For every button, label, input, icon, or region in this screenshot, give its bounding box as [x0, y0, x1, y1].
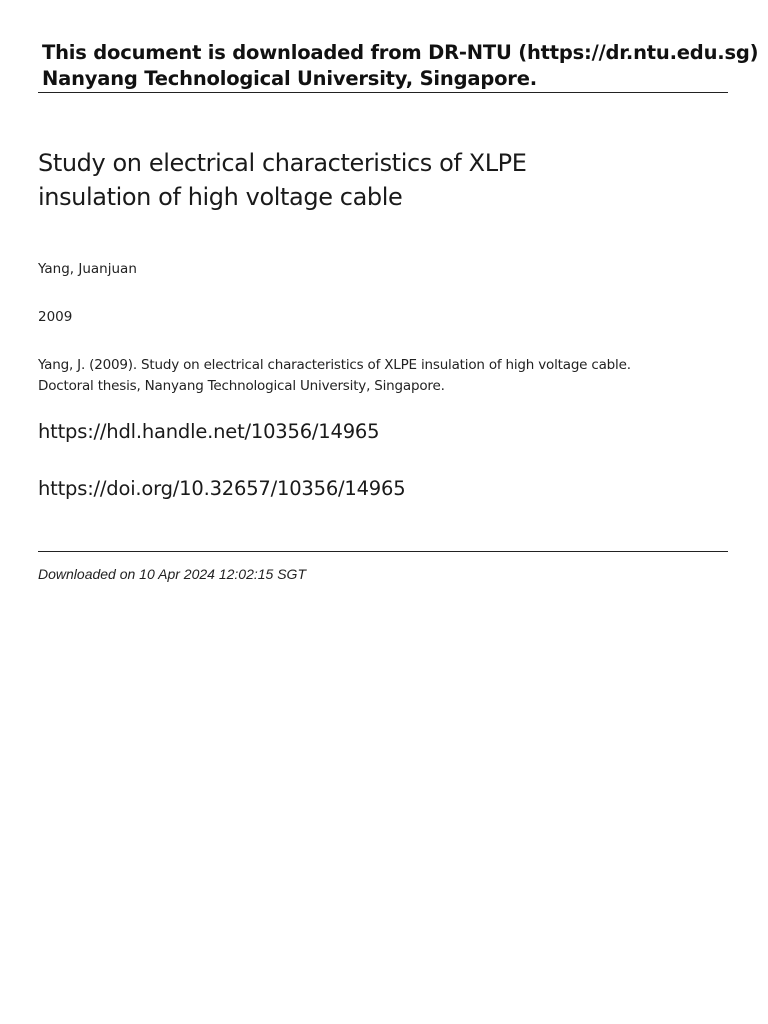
doi-link[interactable]: https://doi.org/10.32657/10356/14965: [38, 477, 406, 500]
citation-text: [38, 355, 728, 397]
footer-divider: [38, 551, 728, 552]
header-university-name: Nanyang Technological University, Singapore.: [42, 67, 537, 90]
publication-year: 2009: [38, 309, 73, 325]
header-divider: [38, 92, 728, 93]
document-title: [38, 146, 728, 214]
header-repository-notice: This document is downloaded from DR‑NTU (https://dr.ntu.edu.sg): [42, 41, 759, 64]
title-line-1: Study on electrical characteristics of XLPE: [38, 149, 527, 177]
author-name: Yang, Juanjuan: [38, 261, 137, 277]
citation-line-1: Yang, J. (2009). Study on electrical characteristics of XLPE insulation of high voltage cable.: [38, 357, 631, 373]
repository-header: [42, 40, 759, 92]
handle-link[interactable]: https://hdl.handle.net/10356/14965: [38, 420, 380, 443]
citation-line-2: Doctoral thesis, Nanyang Technological University, Singapore.: [38, 378, 445, 394]
download-timestamp: Downloaded on 10 Apr 2024 12:02:15 SGT: [38, 566, 307, 582]
title-line-2: insulation of high voltage cable: [38, 183, 403, 211]
